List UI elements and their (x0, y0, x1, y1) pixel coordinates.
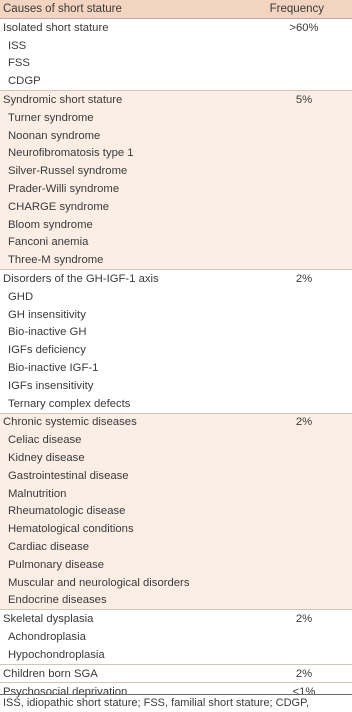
frequency-value: 5% (295, 94, 313, 107)
cause-item-label: Endocrine diseases (8, 594, 107, 607)
cause-item-row (0, 251, 352, 269)
cause-item-row (0, 503, 352, 521)
cause-item-label: CDGP (8, 75, 41, 88)
cause-item-row (0, 485, 352, 503)
cause-item-label: Silver-Russel syndrome (8, 165, 128, 178)
frequency-value: <1% (292, 686, 316, 699)
frequency-column-header: Frequency (269, 3, 324, 15)
cause-category-row (0, 19, 352, 37)
cause-item-row (0, 234, 352, 252)
cause-item-label: IGFs insensitivity (8, 379, 94, 392)
cause-item-label: FSS (8, 57, 30, 70)
cause-item-row (0, 145, 352, 163)
cause-item-label: Malnutrition (8, 487, 67, 500)
cause-category-row (0, 414, 352, 432)
cause-item-label: Celiac disease (8, 434, 82, 447)
cause-item-row (0, 467, 352, 485)
cause-item-label: Three-M syndrome (8, 254, 104, 267)
cause-group (0, 19, 352, 90)
cause-item-label: Gastrointestinal disease (8, 469, 129, 482)
cause-item-label: Noonan syndrome (8, 129, 101, 142)
frequency-value: 2% (295, 416, 313, 429)
cause-item-row (0, 72, 352, 90)
cause-item-label: Bio-inactive IGF-1 (8, 362, 99, 375)
cause-item-label: Hypochondroplasia (8, 648, 105, 661)
cause-item-label: Kidney disease (8, 452, 85, 465)
cause-item-label: CHARGE syndrome (8, 200, 110, 213)
causes-column-header: Causes of short stature (3, 3, 122, 15)
cause-item-row (0, 162, 352, 180)
cause-item-label: GHD (8, 290, 34, 303)
frequency-value: 2% (295, 667, 313, 680)
cause-item-row (0, 646, 352, 664)
cause-category-label: Syndromic short stature (3, 94, 123, 107)
cause-item-label: Hematological conditions (8, 523, 134, 536)
cause-item-label: Bloom syndrome (8, 218, 93, 231)
cause-category-label: Skeletal dysplasia (3, 613, 94, 626)
cause-category-label: Chronic systemic diseases (3, 416, 137, 429)
cause-item-label: Fanconi anemia (8, 236, 89, 249)
cause-item-label: Cardiac disease (8, 541, 90, 553)
cause-item-row (0, 628, 352, 646)
cause-category-row (0, 270, 352, 288)
cause-item-label: Bio-inactive GH (8, 326, 87, 339)
cause-item-row (0, 449, 352, 467)
cause-group (0, 413, 352, 610)
table-header (0, 0, 352, 19)
cause-item-label: ISS (8, 39, 27, 52)
cause-item-row (0, 359, 352, 377)
cause-item-row (0, 198, 352, 216)
cause-category-row (0, 610, 352, 628)
cause-item-row (0, 431, 352, 449)
frequency-value: 2% (295, 273, 313, 286)
cause-item-label: Ternary complex defects (8, 397, 131, 410)
cause-item-row (0, 592, 352, 610)
cause-group (0, 664, 352, 683)
frequency-value: >60% (289, 21, 319, 34)
cause-category-label: Isolated short stature (3, 21, 109, 34)
cause-item-row (0, 341, 352, 359)
cause-group (0, 609, 352, 663)
cause-item-label: Achondroplasia (8, 630, 86, 643)
cause-item-row (0, 216, 352, 234)
cause-item-row (0, 574, 352, 592)
cause-item-row (0, 520, 352, 538)
cause-item-row (0, 180, 352, 198)
cause-item-row (0, 127, 352, 145)
cause-item-label: Muscular and neurological disorders (8, 576, 190, 589)
cause-category-label: Children born SGA (3, 667, 98, 680)
cause-item-label: IGFs deficiency (8, 344, 86, 357)
cause-category-label: Psychosocial deprivation (3, 686, 128, 699)
table-footnote: ISS, idiopathic short stature; FSS, familial short stature; CDGP, (0, 694, 352, 712)
frequency-value: 2% (295, 613, 313, 626)
cause-item-row (0, 377, 352, 395)
cause-category-label: Disorders of the GH-IGF-1 axis (3, 273, 159, 286)
cause-item-row (0, 306, 352, 324)
cause-group (0, 90, 352, 269)
cause-item-label: Rheumatologic disease (8, 505, 126, 518)
cause-item-row (0, 556, 352, 574)
cause-item-label: Pulmonary disease (8, 558, 105, 571)
cause-item-row (0, 288, 352, 306)
cause-item-row (0, 538, 352, 556)
cause-item-row (0, 395, 352, 413)
cause-category-row (0, 665, 352, 683)
cause-category-row (0, 91, 352, 109)
cause-item-label: Prader-Willi syndrome (8, 183, 120, 196)
cause-item-row (0, 37, 352, 55)
table-body (0, 19, 352, 701)
cause-item-row (0, 55, 352, 73)
cause-item-row (0, 324, 352, 342)
cause-item-label: Turner syndrome (8, 111, 94, 124)
cause-item-label: GH insensitivity (8, 308, 86, 321)
cause-item-row (0, 109, 352, 127)
cause-item-label: Neurofibromatosis type 1 (8, 147, 134, 160)
cause-group (0, 269, 352, 412)
